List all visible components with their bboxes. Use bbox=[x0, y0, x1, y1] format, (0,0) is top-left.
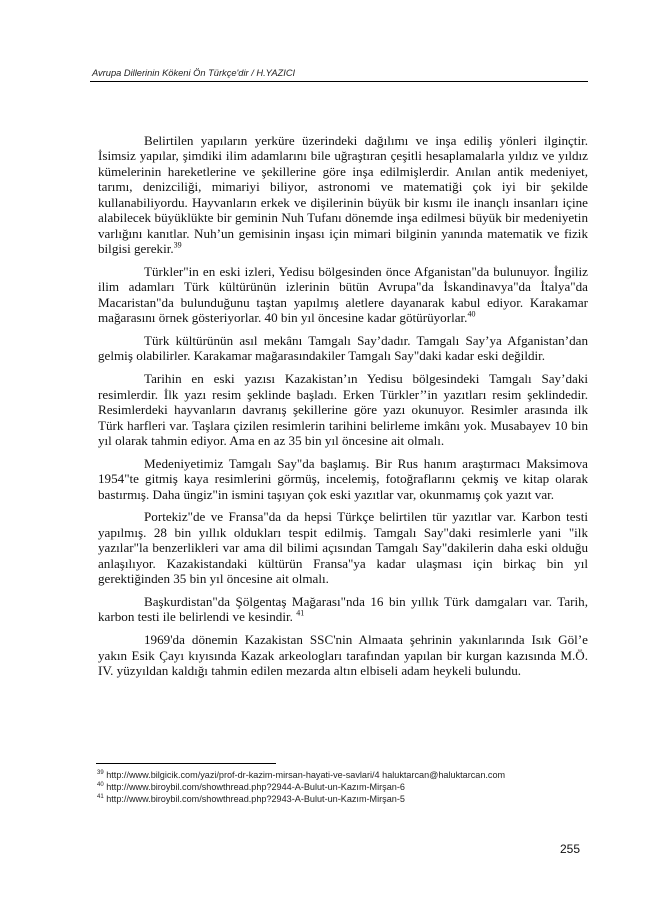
paragraph-text: Belirtilen yapıların yerküre üzerindeki dağılımı ve inşa ediliş yönleri ilginçtir. İsimsiz yapılar, şimdiki ilim adamlarını bile uğraştıran çeşitli hesaplamalarla yıldız ve yıldız kümelerinin hareketlerine ve şekillerine göre inşa edilmişlerdir. Anılan antik medeniyet, tarımı, denizciliği, mimariyi biliyor, astronomi ve matematiği çok iyi bir şekilde kullanabiliyordu. Hayvanların erkek ve dişilerinin büyük bir kısmı ile inançlı insanları içine alabilecek büyüklükte bir geminin Nuh Tufanı dönemde inşa edilmesi büyük bir medeniyetin varlığını kanıtlar. Nuh’un gemisinin inşası için mimari bilginin yanında matematik ve fizik bilgisi gerekir. bbox=[98, 133, 588, 257]
header-divider bbox=[90, 81, 588, 82]
footnote bbox=[97, 781, 587, 793]
paragraph-text: Portekiz"de ve Fransa"da da hepsi Türkçe belirtilen tür yazıtlar var. Karbon testi yapılmış. 28 bin yıllık oldukları tespit edilmiş. Tamgalı Say"daki resimlerle yani "ilk yazılar"la benzerlikleri var ama dil bilimi açısından Tamgalı Say"dakilerin daha eski olduğu anlaşılıyor. Kazakistandaki kültürün Fransa"ya kadar ulaşması için birkaç bin yıl gerektiğinden 35 bin yıl öncesine ait olmalı. bbox=[98, 509, 588, 587]
footnote-ref: 39 bbox=[173, 240, 182, 250]
footnote-number: 39 bbox=[97, 769, 104, 776]
footnote-number: 40 bbox=[97, 782, 104, 789]
paragraph-text: Türk kültürünün asıl mekânı Tamgalı Say’dadır. Tamgalı Say’ya Afganistan’dan gelmiş olabilirler. Karakamar mağarasındakiler Tamgalı Say"daki kadar eski değildir. bbox=[98, 333, 588, 364]
running-header: Avrupa Dillerinin Kökeni Ön Türkçe'dir / H.YAZICI bbox=[92, 68, 296, 78]
body-text bbox=[98, 133, 588, 686]
paragraph bbox=[98, 594, 588, 625]
footnote-link[interactable]: http://www.biroybil.com/showthread.php?2943-A-Bulut-un-Kazım-Mirşan-5 bbox=[106, 794, 405, 805]
paragraph bbox=[98, 371, 588, 448]
paragraph bbox=[98, 456, 588, 502]
footnote bbox=[97, 793, 587, 805]
paragraph-text: Tarihin en eski yazısı Kazakistan’ın Yedisu bölgesindeki Tamgalı Say’daki resimlerdir. İlk yazı resim şeklinde başladı. Erken Türkler’’in yazıtları resim şeklindedir. Resimlerdeki hayvanların davranış şekillerine göre yazı okunuyor. Resimler arasında ilk Türk harfleri var. Taşlara çizilen resimlerin tarihini belirleme imkânı yok. Musabayev 10 bin yıl olarak tahmin ediyor. Ama en az 35 bin yıl öncesine ait olmalı. bbox=[98, 371, 588, 449]
paragraph-text: Türkler"in en eski izleri, Yedisu bölgesinden önce Afganistan"da bulunuyor. İngiliz ilim adamları Türk kültürünün izlerinin bütün Avrupa"da İskandinavya"da İtalya"da Macaristan"da bulunduğunu taştan yapılmış aletlere dayanarak kabul ediyor. Karakamar mağarasını örnek gösteriyorlar. 40 bin yıl öncesine kadar götürüyorlar. bbox=[98, 263, 588, 326]
paragraph bbox=[98, 264, 588, 326]
paragraph-text: 1969'da dönemin Kazakistan SSC'nin Almaata şehrinin yakınlarında Isık Göl’e yakın Esik Çayı kıyısında Kazak arkeologları tarafından yapılan bir kurgan kazısında M.Ö. IV. yüzyıldan kaldığı tahmin edilen mezarda altın elbiseli adam heykeli bulundu. bbox=[98, 632, 588, 679]
footnote-link[interactable]: http://www.bilgicik.com/yazi/prof-dr-kazim-mirsan-hayati-ve-savlari/4 haluktarcan@haluktarcan.com bbox=[106, 770, 506, 780]
footnote-link[interactable]: http://www.biroybil.com/showthread.php?2944-A-Bulut-un-Kazım-Mirşan-6 bbox=[106, 782, 405, 793]
footnote-divider bbox=[96, 763, 276, 764]
footnote-number: 41 bbox=[97, 794, 104, 801]
page-number: 255 bbox=[560, 842, 581, 856]
footnote-ref: 41 bbox=[296, 609, 305, 619]
paragraph bbox=[98, 509, 588, 586]
paragraph-text: Başkurdistan"da Şölgentaş Mağarası"nda 16 bin yıllık Türk damgaları var. Tarih, karbon testi ile belirlendi ve kesindir. bbox=[98, 594, 588, 625]
footnote-ref: 40 bbox=[467, 309, 476, 319]
paragraph bbox=[98, 632, 588, 678]
paragraph bbox=[98, 333, 588, 364]
footnotes bbox=[97, 769, 587, 806]
paragraph bbox=[98, 133, 588, 257]
footnote bbox=[97, 769, 587, 781]
paragraph-text: Medeniyetimiz Tamgalı Say"da başlamış. Bir Rus hanım araştırmacı Maksimova 1954"te gitmiş kaya resimlerini görmüş, incelemiş, fotoğraflarını çekmiş ve kitap olarak bastırmış. Daha üngiz"in ismini taşıyan çok eski yazıtlar var, okunmamış çok yazıt var. bbox=[98, 455, 588, 502]
